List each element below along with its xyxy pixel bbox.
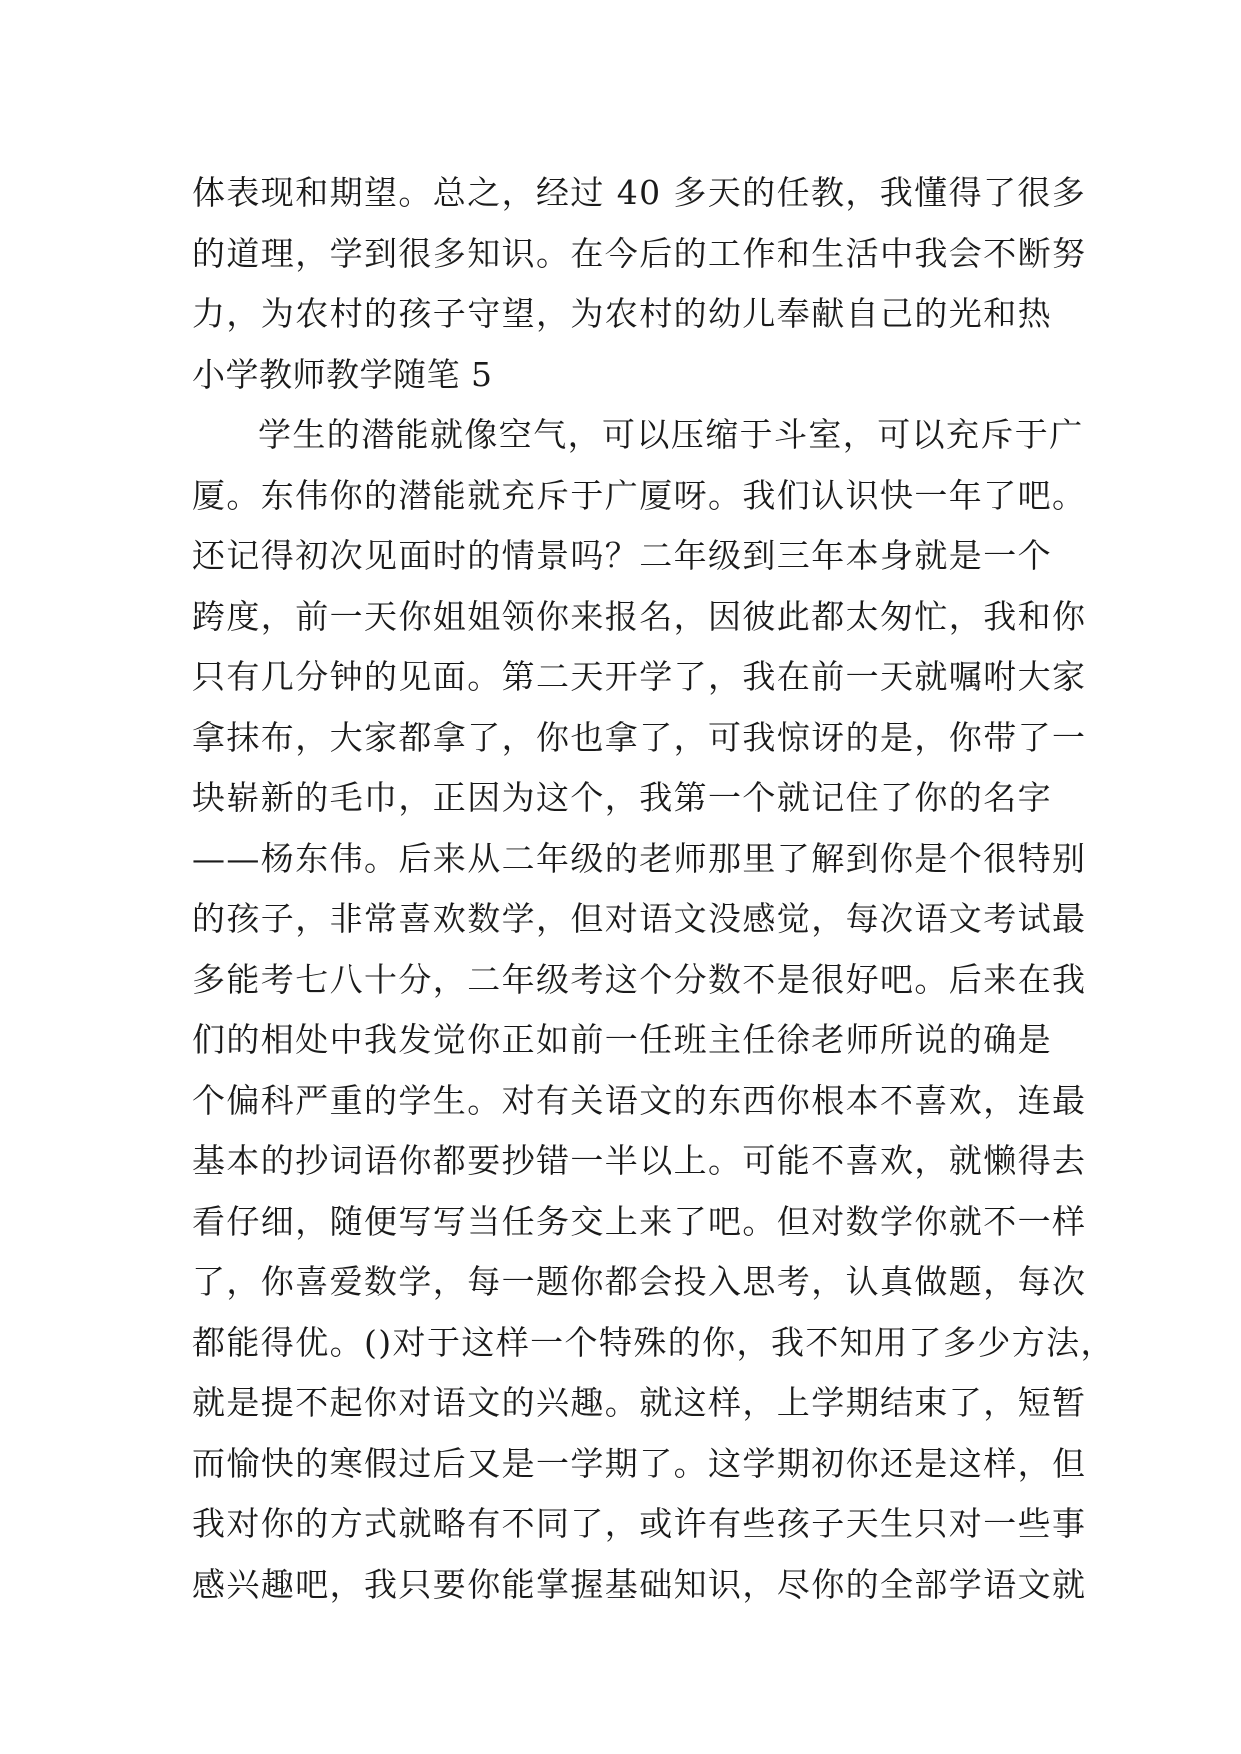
text-line: 了，你喜爱数学，每一题你都会投入思考，认真做题，每次 <box>192 1262 1087 1301</box>
text-line: 厦。东伟你的潜能就充斥于广厦呀。我们认识快一年了吧。 <box>192 475 1087 515</box>
text-line: 的孩子，非常喜欢数学，但对语文没感觉，每次语文考试最 <box>192 899 1087 938</box>
text-line: 跨度，前一天你姐姐领你来报名，因彼此都太匆忙，我和你 <box>192 596 1087 636</box>
text-line: 看仔细，随便写写当任务交上来了吧。但对数学你就不一样 <box>192 1201 1087 1241</box>
text-line: 基本的抄词语你都要抄错一半以上。可能不喜欢，就懒得去 <box>192 1141 1087 1180</box>
text-line: ——杨东伟。后来从二年级的老师那里了解到你是个很特别 <box>192 838 1087 878</box>
text-line: 都能得优。()对于这样一个特殊的你，我不知用了多少方法， <box>192 1322 1115 1362</box>
text-line: 就是提不起你对语文的兴趣。就这样，上学期结束了，短暂 <box>192 1383 1087 1422</box>
text-line: 还记得初次见面时的情景吗？二年级到三年本身就是一个 <box>192 536 1052 575</box>
text-line: 个偏科严重的学生。对有关语文的东西你根本不喜欢，连最 <box>192 1080 1087 1120</box>
text-line: 们的相处中我发觉你正如前一任班主任徐老师所说的确是 <box>192 1020 1052 1059</box>
text-line: 多能考七八十分，二年级考这个分数不是很好吧。后来在我 <box>192 959 1087 999</box>
body-text <box>192 163 1115 1615</box>
text-line: 的道理，学到很多知识。在今后的工作和生活中我会不断努 <box>192 233 1087 273</box>
text-line: 只有几分钟的见面。第二天开学了，我在前一天就嘱咐大家 <box>192 657 1087 696</box>
section-heading: 小学教师教学随笔 5 <box>192 354 493 394</box>
text-line: 体表现和期望。总之，经过 40 多天的任教，我懂得了很多 <box>192 173 1087 212</box>
text-line: 力，为农村的孩子守望，为农村的幼儿奉献自己的光和热 <box>192 294 1052 333</box>
text-line: 块崭新的毛巾，正因为这个，我第一个就记住了你的名字 <box>192 778 1052 817</box>
text-line: 感兴趣吧，我只要你能掌握基础知识，尽你的全部学语文就 <box>192 1564 1087 1604</box>
paragraph-first-line: 学生的潜能就像空气，可以压缩于斗室，可以充斥于广 <box>258 415 1084 454</box>
text-line: 我对你的方式就略有不同了，或许有些孩子天生只对一些事 <box>192 1504 1087 1543</box>
text-line: 拿抹布，大家都拿了，你也拿了，可我惊讶的是，你带了一 <box>192 717 1087 757</box>
text-line: 而愉快的寒假过后又是一学期了。这学期初你还是这样，但 <box>192 1443 1087 1483</box>
